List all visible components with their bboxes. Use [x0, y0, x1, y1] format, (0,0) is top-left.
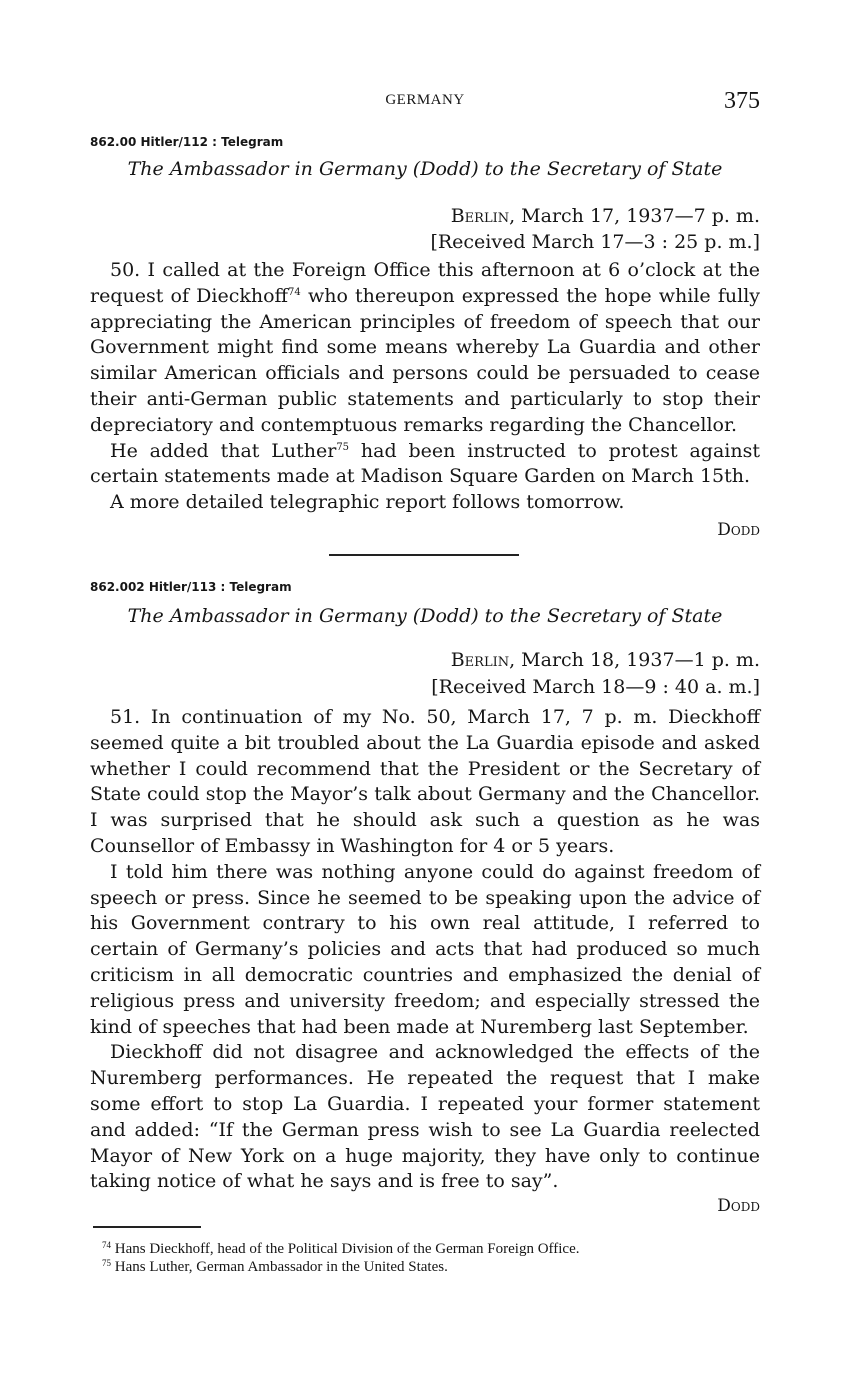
footnote-text: Hans Luther, German Ambassador in the United States.: [114, 1259, 448, 1275]
footnote-mark: 74: [102, 1240, 111, 1250]
running-title: GERMANY: [385, 92, 465, 108]
dateline-date: , March 17, 1937—7 p. m.: [509, 205, 760, 227]
paragraph: [90, 258, 760, 439]
paragraph-text: A more detailed telegraphic report follows tomorrow.: [110, 491, 625, 514]
footnote-text: Hans Dieckhoff, head of the Political Division of the German Foreign Office.: [114, 1241, 580, 1257]
paragraph-text: Dieckhoff did not disagree and acknowledged the effects of the Nuremberg performances. He repeated the request that I make some effort to stop La Guardia. I repeated your former statement and added: “If the German press wish to see La Guardia reelected Mayor of New York on a huge majority, they have only to continue taking notice of what he says and is free to say”.: [90, 1041, 760, 1193]
paragraph: [90, 705, 760, 860]
footnote-rule: [93, 1226, 201, 1228]
document-title: The Ambassador in Germany (Dodd) to the Secretary of State: [127, 158, 723, 180]
received-note: [Received March 17—3 : 25 p. m.]: [430, 231, 760, 253]
paragraph-text: 50. I called at the Foreign Office this afternoon at 6 o’clock at the request of Dieckhoff: [90, 259, 760, 307]
file-reference: 862.00 Hitler/112 : Telegram: [90, 135, 284, 149]
footnote-mark: 75: [102, 1258, 111, 1268]
file-reference: 862.002 Hitler/113 : Telegram: [90, 580, 292, 594]
dateline-date: , March 18, 1937—1 p. m.: [509, 649, 760, 671]
signature: Dodd: [717, 1196, 760, 1216]
paragraph: [90, 860, 760, 1041]
section-divider: [329, 554, 519, 556]
footnote: [100, 1258, 765, 1276]
signature: Dodd: [717, 520, 760, 540]
dateline-city: Berlin: [450, 205, 510, 227]
paragraph: [90, 439, 760, 491]
footnotes: [100, 1240, 765, 1276]
dateline-city: Berlin: [450, 649, 510, 671]
footnote: [100, 1240, 765, 1258]
footnote-ref[interactable]: 74: [288, 286, 301, 298]
paragraph-text: I told him there was nothing anyone could do against freedom of speech or press. Since he seemed to be speaking upon the advice of his Government contrary to his own real attitude, I referred to certain of Germany’s policies and acts that had produced so much criticism in all democratic countries and emphasized the denial of religious press and university freedom; and especially stressed the kind of speeches that had been made at Nuremberg last September.: [90, 860, 760, 1038]
paragraph: [90, 490, 760, 516]
footnote-ref[interactable]: 75: [336, 441, 350, 453]
paragraph-text: had been instructed to protest against certain statements made at Madison Square Garden on March 15th.: [90, 439, 760, 488]
telegram-body: [90, 258, 760, 516]
telegram-body: [90, 705, 760, 1195]
paragraph-text: 51. In continuation of my No. 50, March 17, 7 p. m. Dieckhoff seemed quite a bit troubled about the La Guardia episode and asked whether I could recommend that the President or the Secretary of State could stop the Mayor’s talk about Germany and the Chancellor. I was surprised that he should ask such a question as he was Counsellor of Embassy in Washington for 4 or 5 years.: [90, 706, 760, 857]
page-number: 375: [724, 88, 760, 114]
paragraph-text: He added that Luther: [110, 439, 337, 462]
dateline: [451, 649, 760, 671]
received-note: [Received March 18—9 : 40 a. m.]: [431, 676, 760, 698]
running-header: [90, 88, 760, 116]
document-title: The Ambassador in Germany (Dodd) to the Secretary of State: [127, 605, 723, 627]
paragraph-text: who thereupon expressed the hope while fully appreciating the American principles of freedom of speech that our Government might find some means whereby La Guardia and other similar American officials and persons could be persuaded to cease their anti-German public statements and particularly to stop their depreciatory and contemptuous remarks regarding the Chancellor.: [90, 284, 760, 436]
paragraph: [90, 1040, 760, 1195]
dateline: [451, 205, 760, 227]
